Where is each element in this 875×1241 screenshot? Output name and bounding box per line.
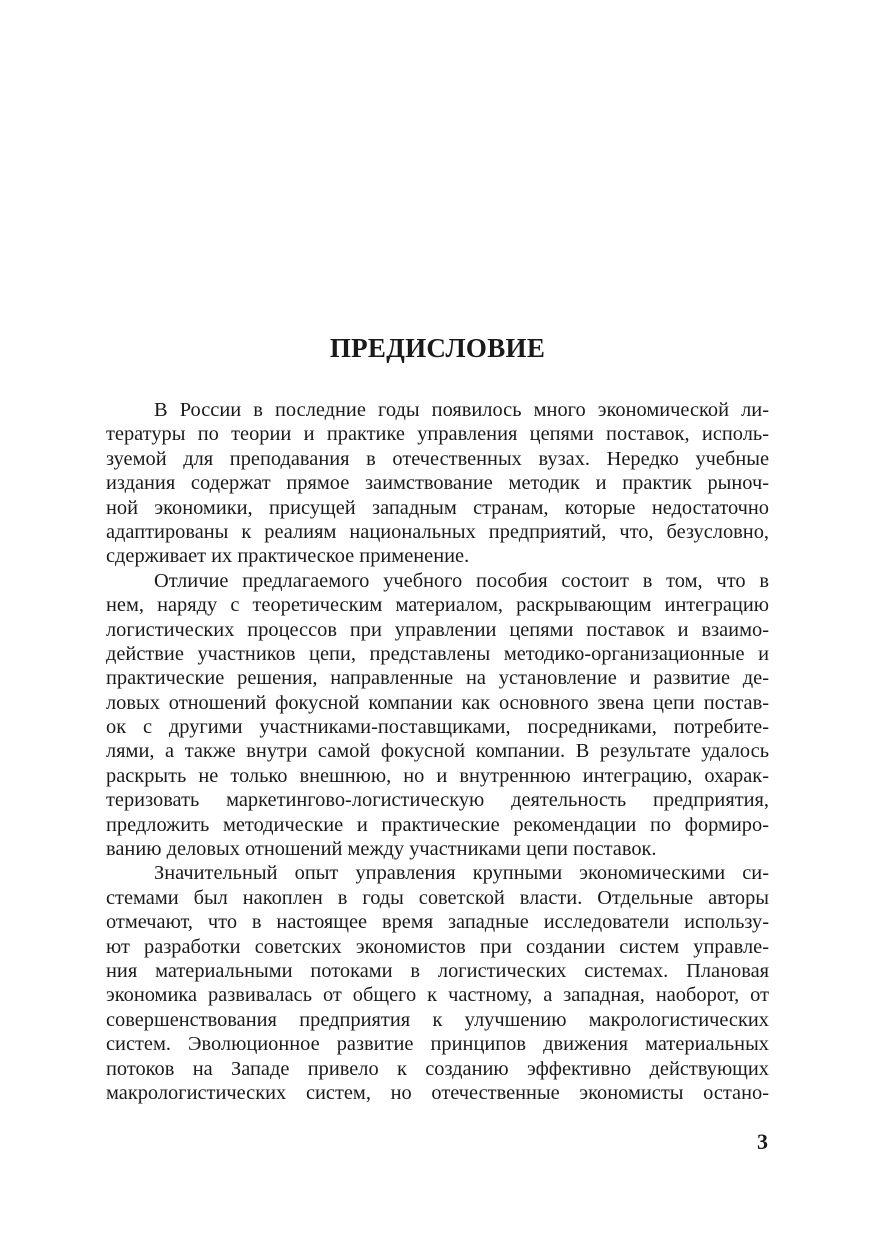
paragraph — [106, 861, 769, 1105]
text-line: систем. Эволюционное развитие принципов движения материальных — [106, 1033, 769, 1056]
text-line: ют разработки советских экономистов при создании систем управле- — [106, 935, 769, 958]
text-line: потоков на Западе привело к созданию эффективно действующих — [106, 1057, 769, 1080]
text-line: Отличие предлагаемого учебного пособия состоит в том, что в — [154, 569, 769, 592]
text-line: нем, наряду с теоретическим материалом, раскрывающим интеграцию — [106, 594, 769, 617]
text-line: теризовать маркетингово-логистическую деятельность предприятия, — [106, 789, 769, 812]
text-line: стемами был накоплен в годы советской власти. Отдельные авторы — [106, 886, 769, 909]
text-line: В России в последние годы появилось много экономической ли- — [154, 399, 769, 421]
text-line: тературы по теории и практике управления цепями поставок, исполь- — [106, 423, 769, 446]
text-line: ния материальными потоками в логистических системах. Плановая — [106, 959, 769, 982]
text-line: практические решения, направленные на установление и развитие де- — [106, 667, 769, 690]
text-line: логистических процессов при управлении цепями поставок и взаимо- — [106, 618, 769, 641]
text-line: лями, а также внутри самой фокусной компании. В результате удалось — [106, 740, 769, 763]
text-line: ок с другими участниками-поставщиками, посредниками, потребите- — [106, 716, 769, 739]
text-line: раскрыть не только внешнюю, но и внутреннюю интеграцию, охарак- — [106, 764, 769, 787]
text-line: отмечают, что в настоящее время западные исследователи использу- — [106, 911, 769, 934]
text-line: совершенствования предприятия к улучшению макрологистических — [106, 1008, 769, 1031]
paragraph — [106, 569, 769, 862]
text-line: адаптированы к реалиям национальных предприятий, что, безусловно, — [106, 520, 769, 543]
body-text — [106, 398, 769, 1105]
paragraph — [106, 398, 769, 569]
text-line: макрологистических систем, но отечественные экономисты остано- — [106, 1081, 769, 1104]
text-line: ной экономики, присущей западным странам, которые недостаточно — [106, 496, 769, 519]
text-line: издания содержат прямое заимствование методик и практик рыноч- — [106, 472, 769, 495]
text-line: ловых отношений фокусной компании как основного звена цепи постав- — [106, 691, 769, 714]
page-number: 3 — [757, 1129, 768, 1154]
page-title: ПРЕДИСЛОВИЕ — [329, 333, 546, 363]
text-line: сдерживает их практическое применение. — [106, 545, 470, 568]
text-line: ванию деловых отношений между участниками цепи поставок. — [106, 838, 657, 861]
text-line: зуемой для преподавания в отечественных вузах. Нередко учебные — [106, 447, 769, 470]
text-line: действие участников цепи, представлены методико-организационные и — [106, 642, 769, 665]
text-line: экономика развивалась от общего к частному, а западная, наоборот, от — [106, 984, 769, 1007]
text-line: Значительный опыт управления крупными экономическими си- — [154, 862, 769, 885]
text-line: предложить методические и практические рекомендации по формиро- — [106, 813, 769, 836]
